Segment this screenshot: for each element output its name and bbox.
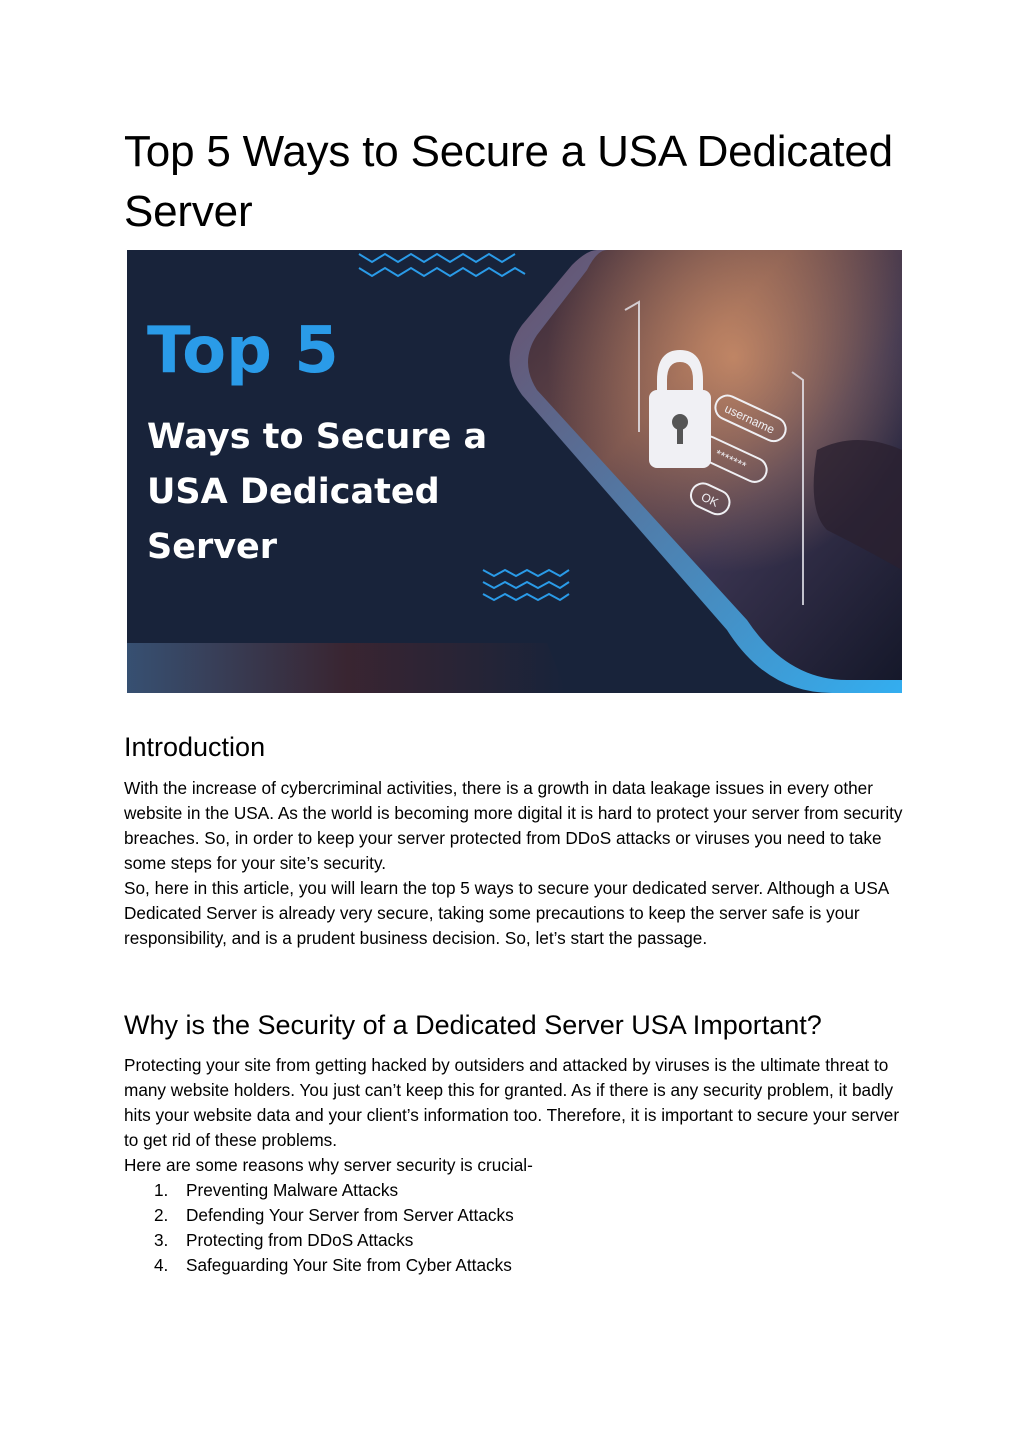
banner-line-1: Ways to Secure a [147,417,488,457]
banner-headline: Top 5 [147,314,339,388]
why-paragraph: Protecting your site from getting hacked by outsiders and attacked by viruses is the ultimate threat to many website holders. You just can’t keep this for granted. As if there is any security problem, it badly hits your website data and your client’s information too. Therefore, it is important to secure your server to get rid of these problems. [124,1055,900,1150]
intro-body [124,776,904,951]
list-item: 3. Protecting from DDoS Attacks [154,1230,414,1250]
hero-banner-image [127,250,902,693]
why-body [124,1053,904,1178]
banner-line-3: Server [147,527,278,567]
intro-heading: Introduction [124,732,266,762]
why-heading: Why is the Security of a Dedicated Server USA Important? [124,1010,822,1040]
why-paragraph: Here are some reasons why server security is crucial- [124,1155,533,1175]
reasons-list [154,1178,514,1278]
list-item: 1. Preventing Malware Attacks [154,1180,399,1200]
intro-paragraph: With the increase of cybercriminal activities, there is a growth in data leakage issues in every other website in the USA. As the world is becoming more digital it is hard to protect your server from security breaches. So, in order to keep your server protected from DDoS attacks or viruses you need to take some steps for your site’s security. [124,778,903,873]
page-title: Top 5 Ways to Secure a USA Dedicated Server [124,127,893,236]
banner-line-2: USA Dedicated [147,472,440,512]
list-item: 2. Defending Your Server from Server Attacks [154,1205,514,1225]
banner-ok-button: OK [698,489,721,510]
banner-password-field: ******* [712,446,749,474]
intro-paragraph: So, here in this article, you will learn the top 5 ways to secure your dedicated server. Although a USA Dedicated Server is already very secure, taking some precautions to keep the server safe is your responsibility, and is a prudent business decision. So, let’s start the passage. [124,878,889,948]
list-item: 4. Safeguarding Your Site from Cyber Attacks [154,1255,512,1275]
banner-username-field: username [722,401,777,437]
